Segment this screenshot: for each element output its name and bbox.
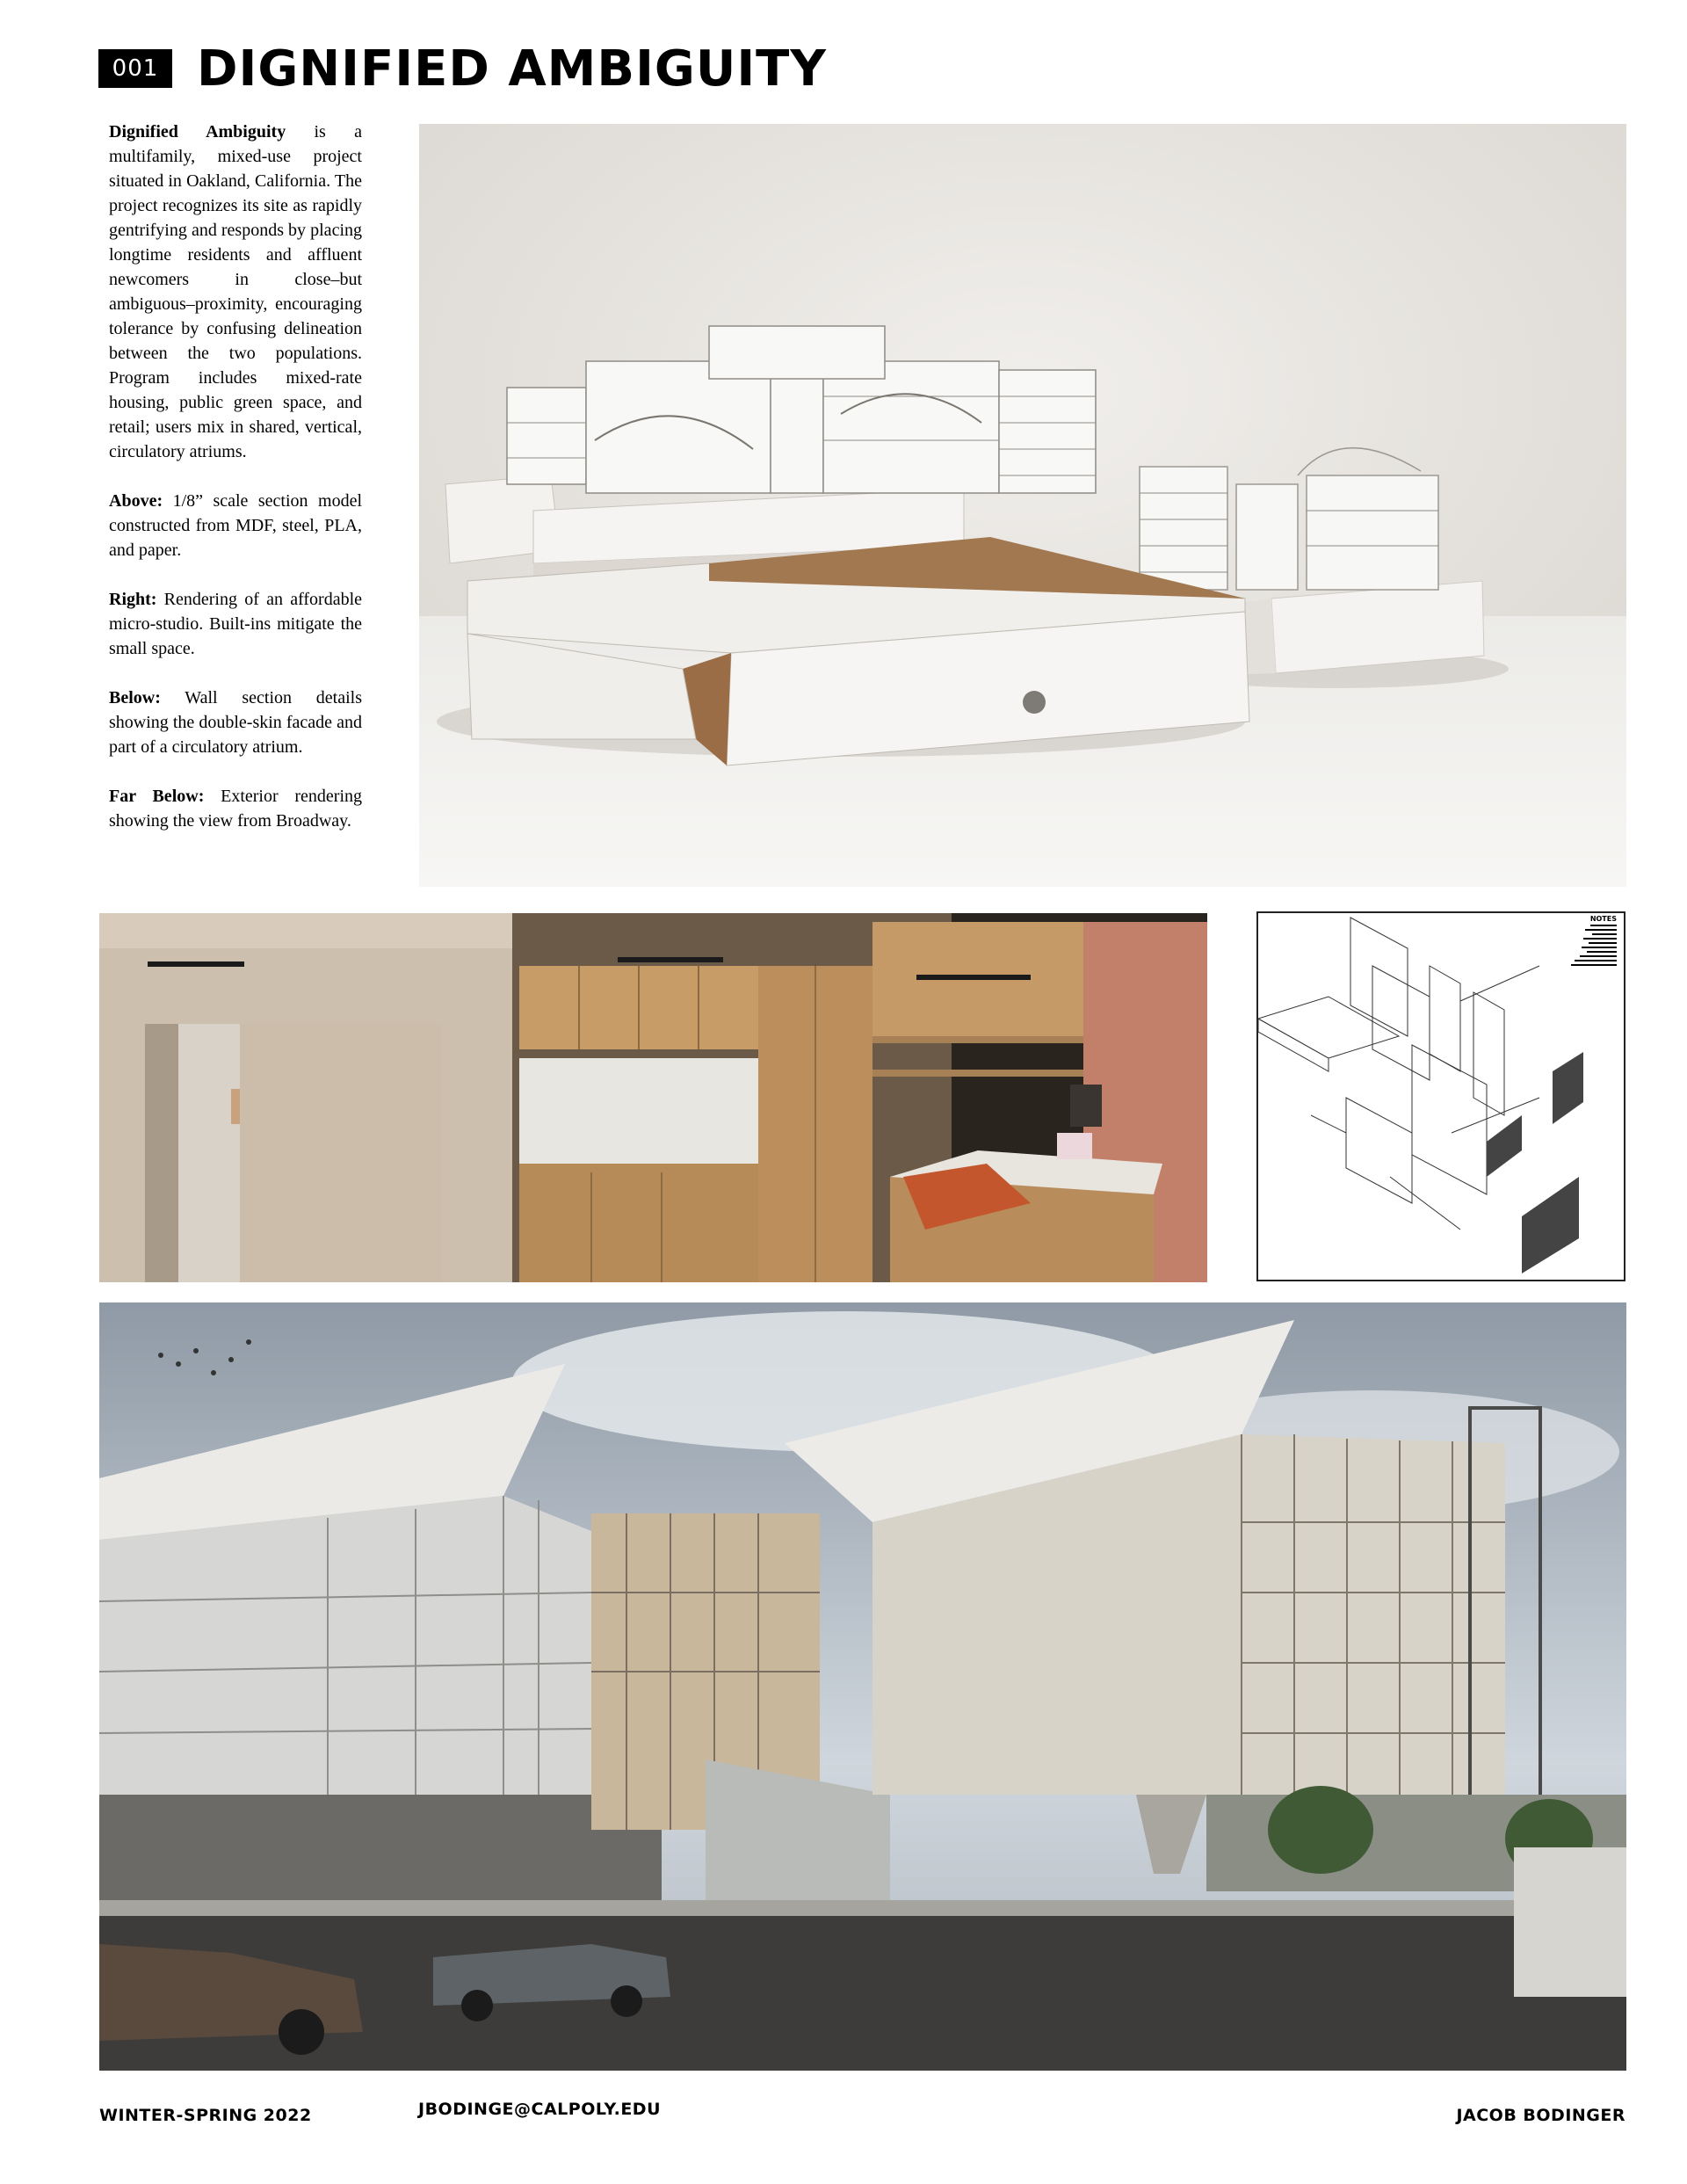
footer-email-link[interactable]: JBODINGE@CALPOLY.EDU xyxy=(418,2100,662,2119)
below-text: Wall section details showing the double-skin facade and part of a circulatory atrium. xyxy=(109,688,362,757)
footer-date: WINTER-SPRING 2022 xyxy=(99,2106,312,2125)
project-title: DIGNIFIED AMBIGUITY xyxy=(197,40,827,98)
footer-author: JACOB BODINGER xyxy=(1456,2106,1625,2125)
above-caption xyxy=(109,489,362,562)
exterior-rendering xyxy=(99,1302,1626,2071)
far-below-label: Far Below: xyxy=(109,787,205,806)
above-text: 1/8” scale section model constructed from MDF, steel, PLA, and paper. xyxy=(109,491,362,560)
far-below-caption xyxy=(109,784,362,833)
right-label: Right: xyxy=(109,590,157,609)
intro-paragraph xyxy=(109,120,362,464)
project-description xyxy=(109,120,362,858)
right-caption xyxy=(109,587,362,661)
right-text: Rendering of an affordable micro-studio. Built-ins mitigate the small space. xyxy=(109,590,362,658)
wall-section-diagram xyxy=(1256,911,1625,1281)
project-number-badge: 001 xyxy=(98,49,172,88)
above-label: Above: xyxy=(109,491,163,511)
diagram-notes-label: NOTES xyxy=(1589,915,1617,923)
intro-bold: Dignified Ambiguity xyxy=(109,122,286,141)
micro-studio-rendering xyxy=(99,913,1207,1282)
far-below-text: Exterior rendering showing the view from Broadway. xyxy=(109,787,362,831)
section-model-photo xyxy=(419,124,1626,887)
below-caption xyxy=(109,686,362,759)
below-label: Below: xyxy=(109,688,161,707)
intro-text: is a multifamily, mixed-use project situated in Oakland, California. The project recognizes its site as rapidly gentrifying and responds by placing longtime residents and affluent newcomers in close–but ambiguous–proximity, encouraging tolerance by confusing delineation between the two populations. Program includes mixed-rate housing, public green space, and retail; users mix in shared, vertical, circulatory atriums. xyxy=(109,122,362,461)
